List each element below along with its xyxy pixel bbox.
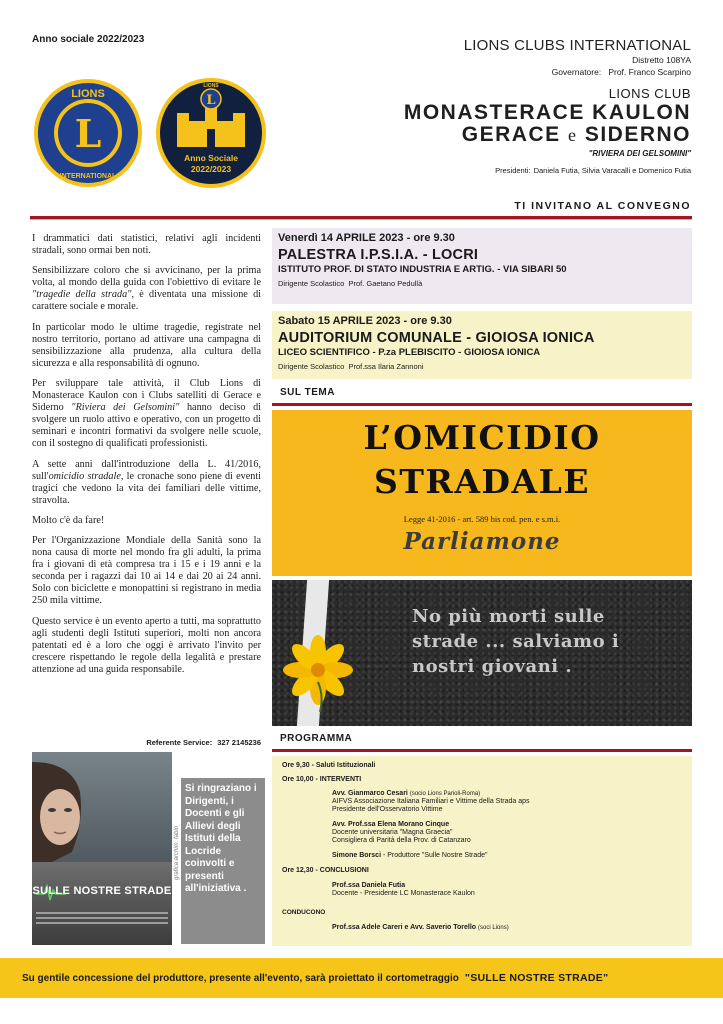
- footer-text: [22, 972, 722, 984]
- distretto: Distretto 108YA: [632, 55, 691, 65]
- divider-shadow: [30, 219, 692, 220]
- face-illustration: [32, 762, 102, 872]
- club-conjunction: e: [567, 125, 578, 145]
- svg-text:L: L: [206, 93, 216, 108]
- speaker-cesari-line3: Presidente dell'Osservatorio Vittime: [332, 806, 443, 813]
- event-place: AUDITORIUM COMUNALE - GIOIOSA IONICA: [278, 330, 595, 346]
- lions-club-label: LIONS CLUB: [608, 86, 691, 101]
- sul-tema-heading: SUL TEMA: [280, 387, 335, 398]
- intro-p3: In particolar modo le ultime tragedie, registrate nel nostro territorio, portano ad attivare una campagna di sensibilizzazione alla prudenza, alla cultura della sicurezza e alla responsabilità di ognuno.: [32, 321, 261, 369]
- lions-clubs-international: LIONS CLUBS INTERNATIONAL: [463, 37, 691, 54]
- anno-sociale: Anno sociale 2022/2023: [32, 34, 145, 45]
- speaker-morano-line2: Docente universitaria "Magna Graecia": [332, 829, 453, 836]
- programma-box: [272, 756, 692, 946]
- asphalt-image: [272, 580, 692, 726]
- legge-reference: Legge 41-2016 - art. 589 bis cod. pen. e s.m.i.: [403, 514, 561, 524]
- conducono-names: Prof.ssa Adele Careri e Avv. Saverio Torello (soci Lions): [332, 924, 509, 931]
- speaker-cesari-line2: AIFVS Associazione Italiana Familiari e Vittime della Strada aps: [332, 798, 530, 805]
- parliamone-tagline: Parliamone: [403, 528, 561, 555]
- event-gioiosa: [272, 311, 692, 379]
- event-locri: [272, 228, 692, 304]
- club-name-line2: [462, 123, 691, 147]
- footer-message: Su gentile concessione del produttore, presente all'evento, sarà proiettato il cortometraggio: [22, 973, 459, 984]
- divider: [272, 403, 692, 406]
- conducono-label: CONDUCONO: [282, 909, 326, 916]
- footer-film-title: "SULLE NOSTRE STRADE": [464, 972, 609, 984]
- logo1-bottom-text: INTERNATIONAL: [59, 173, 117, 180]
- intro-p1: I drammatici dati statistici, relativi agli incidenti stradali, sono ormai ben noti.: [32, 233, 261, 257]
- intro-p8: Questo service è un evento aperto a tutti, ma soprattutto agli studenti degli Istituti superiori, molti non ancora patentati ed è a loro che oggi è arrivato l'invito per crescere rispettando le regole della legalità e prestare attenzione ad una guida responsabile.: [32, 615, 261, 675]
- event-date: Venerdì 14 APRILE 2023 - ore 9.30: [278, 232, 455, 244]
- event-dirigente: Dirigente Scolastico Prof.ssa Ilaria Zannoni: [278, 362, 424, 371]
- presidenti-names: Daniela Futia, Silvia Varacalli e Domenico Futia: [533, 166, 691, 175]
- logo1-top-text: LIONS: [71, 88, 105, 100]
- slogan: [412, 604, 692, 679]
- divider: [272, 749, 692, 752]
- prog-row-saluti: Ore 9,30 - Saluti Istituzionali: [282, 762, 376, 769]
- event-dirigente: Dirigente Scolastico Prof. Gaetano Pedullà: [278, 279, 423, 288]
- club-anniversary-logo: [155, 77, 267, 189]
- referente-phone: 327 2145236: [217, 738, 261, 747]
- referente-label: Referente Service:: [146, 738, 213, 747]
- intro-p4: Per sviluppare tale attività, il Club Lions di Monasterace Kaulon con i Clubs satelliti di Gerace e Siderno "Riviera dei Gelsomini" hanno deciso di svolgere un ruolo attivo e operativo, con un progetto di seminari e incontri formativi da svolgere nelle scuole, con il sostegno di qualificati professionisti.: [32, 377, 261, 450]
- poster-road: [32, 862, 172, 945]
- intro-p7: Per l'Organizzazione Mondiale della Sanità sono la nona causa di morte nel mondo fra gli adulti, la prima fra i giovani di età compresa tra i 15 e i 19 anni e la seconda per i ragazzi dai 10 ai 14 e dai 20 ai 24 anni. Solo con biciclette e monopattini si registrano in media 250 mila vittime.: [32, 534, 261, 607]
- event-date: Sabato 15 APRILE 2023 - ore 9.30: [278, 315, 452, 327]
- club-gerace: GERACE: [461, 123, 561, 146]
- event-institute: LICEO SCIENTIFICO - P.za PLEBISCITO - GIOIOSA IONICA: [278, 347, 541, 358]
- speaker-futia: Prof.ssa Daniela Futia: [332, 882, 406, 889]
- speaker-borsci: Simone Borsci - Produttore "Sulle Nostre Strade": [332, 852, 488, 859]
- slogan-line2: strade ... salviamo i: [412, 631, 620, 652]
- grafica-credit: grafica archim. fabio: [174, 825, 180, 880]
- governatore: [552, 67, 691, 77]
- intro-p2: Sensibilizzare coloro che si avvicinano, per la prima volta, al mondo della guida con l'obiettivo di evitare le "tragedie della strada", è diventata una missione di carattere sociale e morale.: [32, 265, 261, 313]
- ringraziamenti-box: [181, 778, 265, 944]
- speaker-cesari: Avv. Gianmarco Cesari (socio Lions Parioli-Roma): [332, 790, 481, 797]
- prog-row-interventi: Ore 10,00 - INTERVENTI: [282, 776, 362, 783]
- speaker-morano: Avv. Prof.ssa Elena Morano Cinque: [332, 821, 450, 828]
- invito-heading: TI INVITANO AL CONVEGNO: [514, 200, 691, 212]
- logo2-line1: Anno Sociale: [184, 153, 238, 163]
- slogan-line1: No più morti sulle: [412, 606, 605, 627]
- banner-title-line2: STRADALE: [374, 462, 590, 501]
- lions-international-logo: [29, 77, 147, 189]
- presidenti-label: Presidenti:: [495, 166, 531, 175]
- omicidio-banner: [272, 410, 692, 576]
- speaker-morano-line3: Consigliera di Parità della Prov. di Catanzaro: [332, 837, 471, 844]
- film-poster: [32, 752, 172, 945]
- intro-text: [32, 233, 261, 684]
- svg-text:L: L: [74, 111, 102, 156]
- club-name-line1: MONASTERACE KAULON: [403, 101, 691, 124]
- prog-row-conclusioni: Ore 12,30 - CONCLUSIONI: [282, 867, 369, 874]
- event-institute: ISTITUTO PROF. DI STATO INDUSTRIA E ARTIG. - VIA SIBARI 50: [278, 264, 567, 275]
- ringraziamenti-text: Si ringraziano i Dirigenti, i Docenti e gli Allievi degli Istituti della Locride coinvolti e presenti all'iniziativa .: [185, 783, 257, 894]
- speaker-futia-line2: Docente - Presidente LC Monasterace Kaulon: [332, 890, 475, 897]
- governatore-name: Prof. Franco Scarpino: [608, 67, 691, 77]
- presidenti: [492, 166, 691, 175]
- referente-service: [32, 738, 261, 747]
- poster-title: SULLE NOSTRE STRADE: [32, 885, 172, 897]
- banner-title-line1: L’OMICIDIO: [363, 418, 601, 457]
- poster-credits: [36, 912, 168, 932]
- club-siderno: SIDERNO: [584, 123, 691, 146]
- logo2-line2: 2022/2023: [190, 164, 232, 174]
- event-place: PALESTRA I.P.S.I.A. - LOCRI: [278, 247, 479, 263]
- riviera-dei-gelsomini: "RIVIERA DEI GELSOMINI": [588, 149, 691, 158]
- intro-p5: A sette anni dall'introduzione della L. 41/2016, sull'omicidio stradale, le cronache sono piene di eventi tragici che vedono la vita dei familiari delle vittime, stravolta.: [32, 458, 261, 506]
- intro-p6: Molto c'è da fare!: [32, 514, 105, 526]
- governatore-label: Governatore:: [551, 67, 602, 77]
- footer-banner: [0, 958, 723, 998]
- programma-heading: PROGRAMMA: [280, 733, 353, 744]
- yellow-flower-icon: [278, 632, 358, 712]
- slogan-line3: nostri giovani .: [412, 656, 573, 677]
- logo2-top-text: LIONS: [203, 83, 219, 89]
